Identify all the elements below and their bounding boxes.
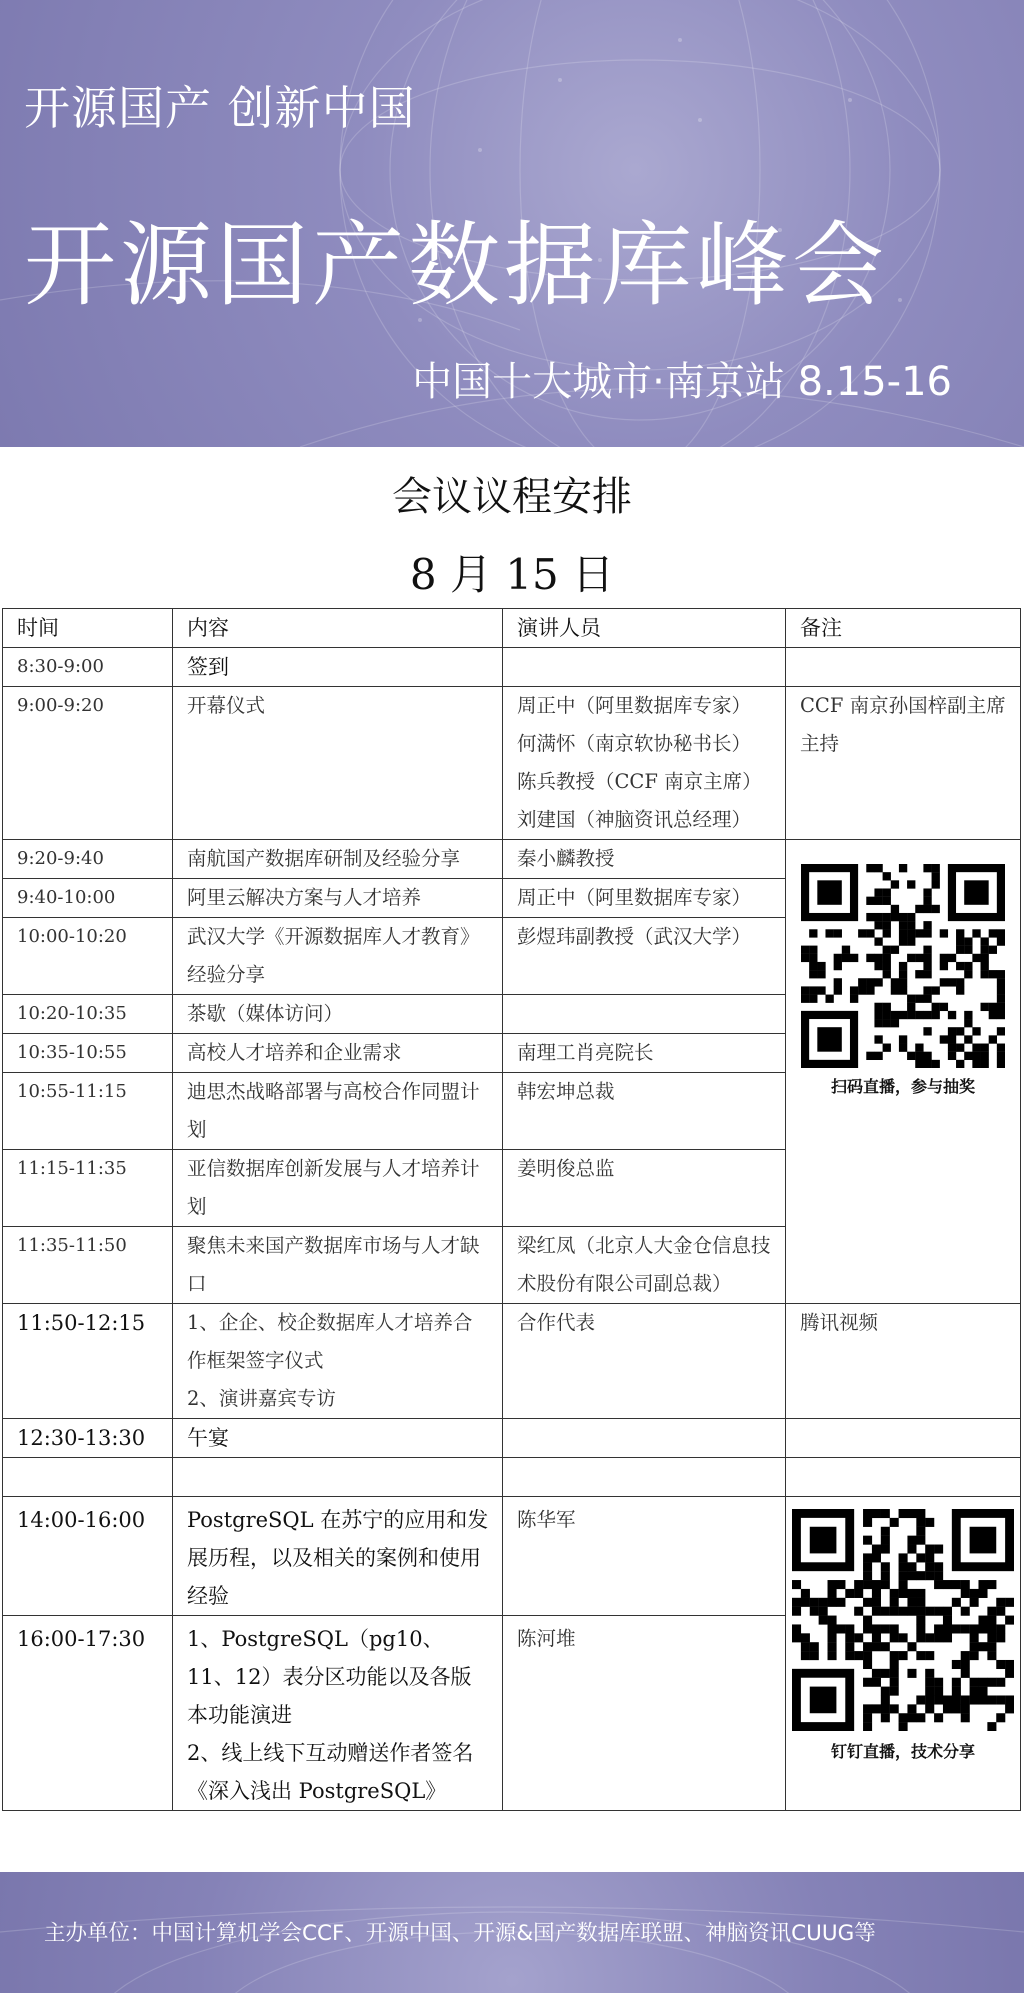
speaker-cell	[503, 995, 786, 1034]
speaker-cell: 陈华军	[503, 1497, 786, 1616]
content-cell: 迪思杰战略部署与高校合作同盟计划	[173, 1073, 503, 1150]
speaker-cell: 周正中（阿里数据库专家）	[503, 879, 786, 918]
speaker-cell: 韩宏坤总裁	[503, 1073, 786, 1150]
content-cell: 开幕仪式	[173, 687, 503, 840]
note-cell	[786, 1458, 1021, 1497]
time-cell	[3, 1458, 173, 1497]
time-cell: 9:00-9:20	[3, 687, 173, 840]
organizers-text: 主办单位：中国计算机学会CCF、开源中国、开源&国产数据库联盟、神脑资讯CUUG等	[44, 1921, 876, 1946]
qr-code-icon[interactable]	[792, 1509, 1014, 1731]
table-row	[3, 648, 1021, 687]
qr-cell-dingtalk-live	[786, 1497, 1021, 1811]
content-cell: 南航国产数据库研制及经验分享	[173, 840, 503, 879]
table-row	[3, 1497, 1021, 1616]
time-cell: 9:40-10:00	[3, 879, 173, 918]
content-cell	[173, 1458, 503, 1497]
note-cell	[786, 648, 1021, 687]
qr-caption: 扫码直播，参与抽奖	[830, 1077, 975, 1096]
footer-banner	[0, 1872, 1024, 1993]
content-cell: 1、PostgreSQL（pg10、11、12）表分区功能以及各版本功能演进 2、线上线下互动赠送作者签名《深入浅出 PostgreSQL》	[173, 1616, 503, 1811]
content-cell: 午宴	[173, 1419, 503, 1458]
event-subtitle: 中国十大城市·南京站 8.15-16	[412, 359, 952, 405]
time-cell: 10:55-11:15	[3, 1073, 173, 1150]
time-cell: 12:30-13:30	[3, 1419, 173, 1458]
speaker-cell	[503, 1458, 786, 1497]
content-cell: PostgreSQL 在苏宁的应用和发展历程，以及相关的案例和使用经验	[173, 1497, 503, 1616]
header-note: 备注	[786, 609, 1021, 648]
content-cell: 亚信数据库创新发展与人才培养计划	[173, 1150, 503, 1227]
time-cell: 10:35-10:55	[3, 1034, 173, 1073]
speaker-cell: 秦小麟教授	[503, 840, 786, 879]
note-cell: CCF 南京孙国梓副主席主持	[786, 687, 1021, 840]
content-cell: 聚焦未来国产数据库市场与人才缺口	[173, 1227, 503, 1304]
agenda-title: 会议议程安排	[392, 474, 632, 520]
table-row	[3, 1304, 1021, 1419]
time-cell: 11:35-11:50	[3, 1227, 173, 1304]
agenda-table	[2, 608, 1021, 1811]
table-row	[3, 1419, 1021, 1458]
time-cell: 16:00-17:30	[3, 1616, 173, 1811]
date-title: 8 月 15 日	[409, 550, 615, 599]
time-cell: 9:20-9:40	[3, 840, 173, 879]
content-cell: 高校人才培养和企业需求	[173, 1034, 503, 1073]
time-cell: 14:00-16:00	[3, 1497, 173, 1616]
content-cell: 签到	[173, 648, 503, 687]
content-cell: 1、企企、校企数据库人才培养合作框架签字仪式 2、演讲嘉宾专访	[173, 1304, 503, 1419]
time-cell: 10:20-10:35	[3, 995, 173, 1034]
speaker-cell: 南理工肖亮院长	[503, 1034, 786, 1073]
qr-code-icon[interactable]	[801, 864, 1005, 1068]
slogan: 开源国产 创新中国	[24, 81, 416, 135]
header-time: 时间	[3, 609, 173, 648]
time-cell: 11:50-12:15	[3, 1304, 173, 1419]
header-content: 内容	[173, 609, 503, 648]
table-row	[3, 1458, 1021, 1497]
speaker-cell: 周正中（阿里数据库专家） 何满怀（南京软协秘书长） 陈兵教授（CCF 南京主席） 刘建国（神脑资讯总经理）	[503, 687, 786, 840]
time-cell: 10:00-10:20	[3, 918, 173, 995]
content-cell: 阿里云解决方案与人才培养	[173, 879, 503, 918]
content-cell: 茶歇（媒体访问）	[173, 995, 503, 1034]
table-row	[3, 840, 1021, 879]
time-cell: 11:15-11:35	[3, 1150, 173, 1227]
content-cell: 武汉大学《开源数据库人才教育》经验分享	[173, 918, 503, 995]
speaker-cell: 陈河堆	[503, 1616, 786, 1811]
table-header-row	[3, 609, 1021, 648]
speaker-cell: 姜明俊总监	[503, 1150, 786, 1227]
note-cell: 腾讯视频	[786, 1304, 1021, 1419]
event-title: 开源国产数据库峰会	[24, 212, 889, 319]
qr-caption: 钉钉直播，技术分享	[830, 1742, 975, 1761]
header-banner	[0, 0, 1024, 447]
speaker-cell: 合作代表	[503, 1304, 786, 1419]
table-row	[3, 687, 1021, 840]
speaker-cell	[503, 1419, 786, 1458]
note-cell	[786, 1419, 1021, 1458]
qr-cell-live-lottery	[786, 840, 1021, 1304]
speaker-cell: 彭煜玮副教授（武汉大学）	[503, 918, 786, 995]
speaker-cell: 梁红凤（北京人大金仓信息技术股份有限公司副总裁）	[503, 1227, 786, 1304]
header-speaker: 演讲人员	[503, 609, 786, 648]
time-cell: 8:30-9:00	[3, 648, 173, 687]
speaker-cell	[503, 648, 786, 687]
